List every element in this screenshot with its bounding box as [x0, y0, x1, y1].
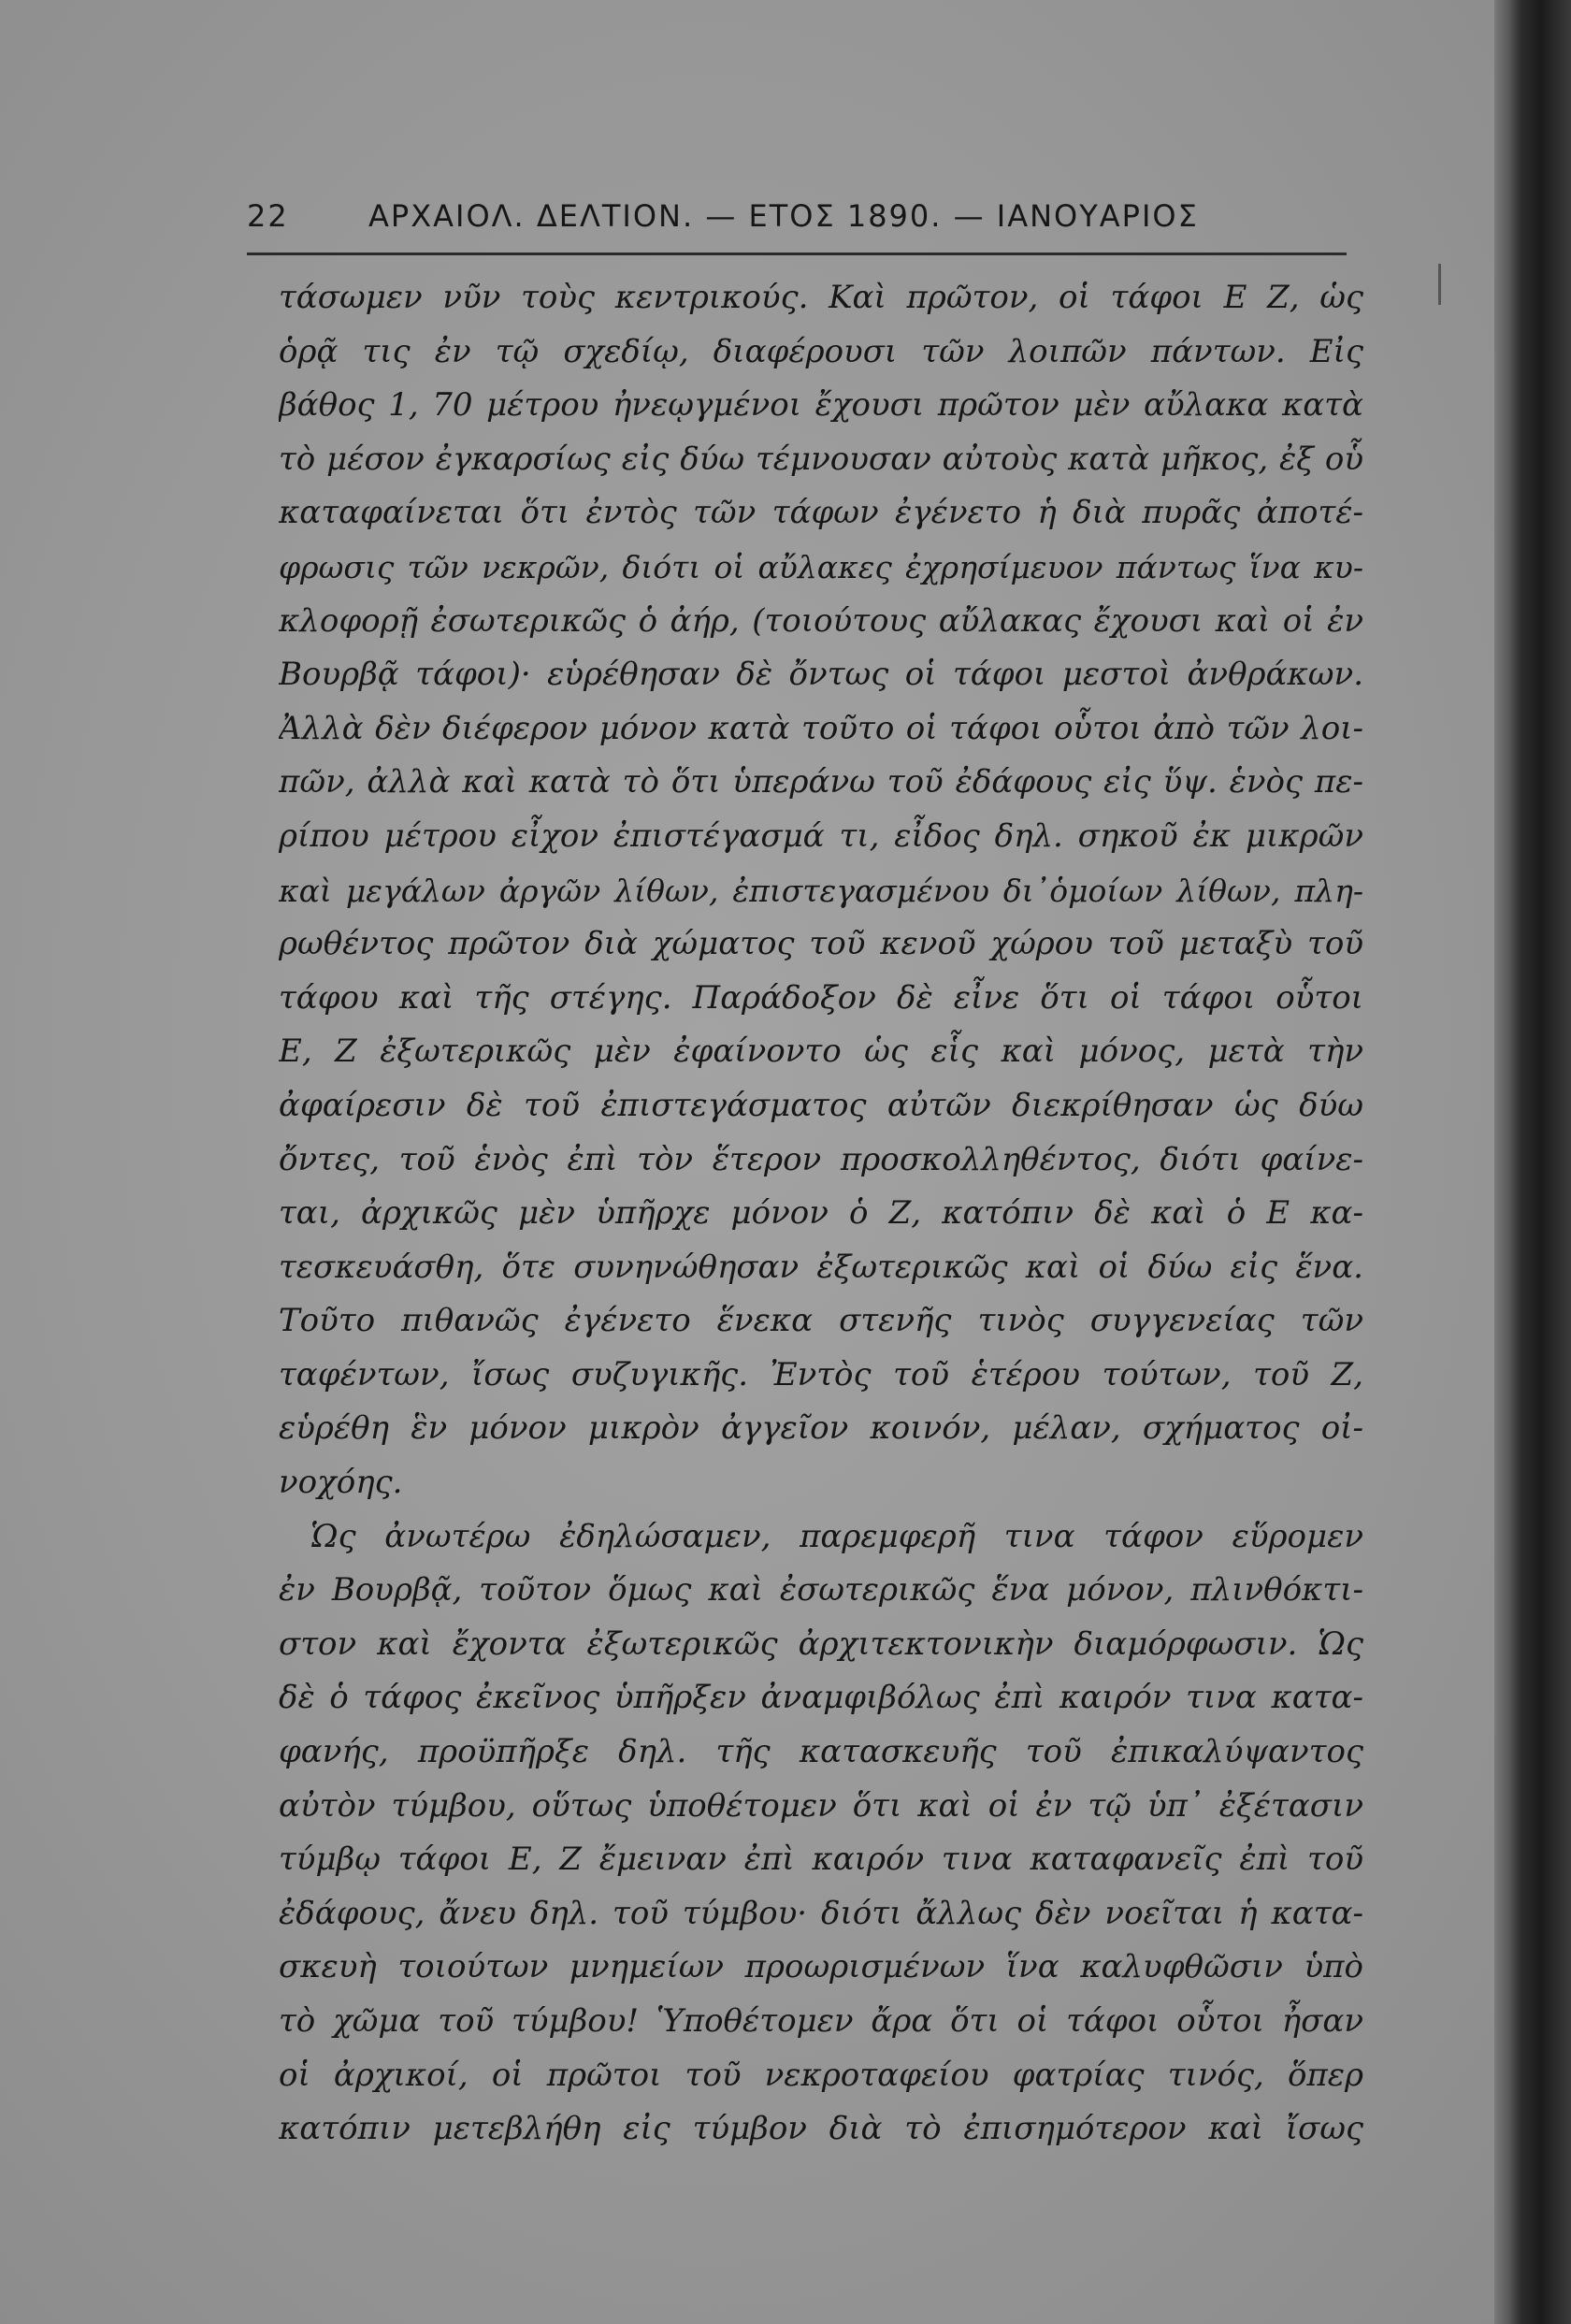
running-title: ΑΡΧΑΙΟΛ. ΔΕΛΤΙΟΝ. — ΕΤΟΣ 1890. — ΙΑΝΟΥΑΡΙΟΣ	[368, 198, 1199, 234]
text-line: αὐτὸν τύμβου, οὕτως ὑποθέτομεν ὅτι καὶ οἱ ἐν τῷ ὑπ᾽ ἐξέτασιν	[279, 1786, 1363, 1825]
body-text	[279, 271, 1363, 2157]
page-header	[247, 198, 1369, 243]
book-spine-shadow	[1494, 0, 1571, 2324]
text-line: ται, ἀρχικῶς μὲν ὑπῆρχε μόνον ὁ Ζ, κατόπιν δὲ καὶ ὁ Ε κα-	[279, 1194, 1363, 1233]
text-line: καταφαίνεται ὅτι ἐντὸς τῶν τάφων ἐγένετο ἡ διὰ πυρᾶς ἀποτέ-	[279, 494, 1363, 532]
text-line: ρίπου μέτρου εἶχον ἐπιστέγασμά τι, εἶδος δηλ. σηκοῦ ἐκ μικρῶν	[279, 816, 1363, 855]
text-line: δὲ ὁ τάφος ἐκεῖνος ὑπῆρξεν ἀναμφιβόλως ἐπὶ καιρόν τινα κατα-	[279, 1679, 1363, 1717]
text-line: κλοφορῇ ἐσωτερικῶς ὁ ἀήρ, (τοιούτους αὔλακας ἔχουσι καὶ οἱ ἐν	[279, 601, 1363, 640]
text-line: καὶ μεγάλων ἀργῶν λίθων, ἐπιστεγασμένου δι᾽ὁμοίων λίθων, πλη-	[279, 872, 1363, 909]
text-line: φρωσις τῶν νεκρῶν, διότι οἱ αὔλακες ἐχρησίμευον πάντως ἵνα κυ-	[279, 548, 1363, 585]
text-line: τάφου καὶ τῆς στέγης. Παράδοξον δὲ εἶνε ὅτι οἱ τάφοι οὗτοι	[279, 978, 1363, 1017]
text-line: σκευὴ τοιούτων μνημείων προωρισμένων ἵνα καλυφθῶσιν ὑπὸ	[279, 1948, 1363, 1986]
text-line: τὸ χῶμα τοῦ τύμβου! Ὑποθέτομεν ἄρα ὅτι οἱ τάφοι οὗτοι ἦσαν	[279, 2002, 1363, 2040]
text-line: Ὡς ἀνωτέρω ἐδηλώσαμεν, παρεμφερῆ τινα τάφον εὕρομεν	[310, 1517, 1363, 1555]
text-line: τάσωμεν νῦν τοὺς κεντρικούς. Καὶ πρῶτον, οἱ τάφοι Ε Ζ, ὡς	[279, 279, 1363, 316]
text-line: Ε, Ζ ἐξωτερικῶς μὲν ἐφαίνοντο ὡς εἷς καὶ μόνος, μετὰ τὴν	[279, 1032, 1363, 1071]
text-line: φανής, προϋπῆρξε δηλ. τῆς κατασκευῆς τοῦ ἐπικαλύψαντος	[279, 1733, 1363, 1771]
text-line: τὸ μέσον ἐγκαρσίως εἰς δύω τέμνουσαν αὐτοὺς κατὰ μῆκος, ἐξ οὗ	[279, 440, 1363, 478]
text-line: ταφέντων, ἴσως συζυγικῆς. Ἐντὸς τοῦ ἑτέρου τούτων, τοῦ Ζ,	[279, 1355, 1363, 1393]
text-line: Τοῦτο πιθανῶς ἐγένετο ἕνεκα στενῆς τινὸς συγγενείας τῶν	[279, 1302, 1363, 1340]
text-line: ὄντες, τοῦ ἑνὸς ἐπὶ τὸν ἕτερον προσκολληθέντος, διότι φαίνε-	[279, 1140, 1363, 1178]
text-line: ἀφαίρεσιν δὲ τοῦ ἐπιστεγάσματος αὐτῶν διεκρίθησαν ὡς δύω	[279, 1086, 1363, 1124]
text-line: πῶν, ἀλλὰ καὶ κατὰ τὸ ὅτι ὑπεράνω τοῦ ἐδάφους εἰς ὕψ. ἑνὸς πε-	[279, 763, 1363, 801]
text-line: εὑρέθη ἓν μόνον μικρὸν ἀγγεῖον κοινόν, μέλαν, σχήματος οἰ-	[279, 1409, 1363, 1448]
text-line: κατόπιν μετεβλήθη εἰς τύμβον διὰ τὸ ἐπισημότερον καὶ ἴσως	[279, 2110, 1363, 2148]
text-line: στον καὶ ἔχοντα ἐξωτερικῶς ἀρχιτεκτονικὴν διαμόρφωσιν. Ὡς	[279, 1624, 1363, 1663]
page-edge-mark	[1438, 264, 1441, 305]
text-line: ἐν Βουρβᾷ, τοῦτον ὅμως καὶ ἐσωτερικῶς ἕνα μόνον, πλινθόκτι-	[279, 1571, 1363, 1609]
text-line: Ἀλλὰ δὲν διέφερον μόνον κατὰ τοῦτο οἱ τάφοι οὗτοι ἀπὸ τῶν λοι-	[279, 709, 1363, 747]
text-line: ρωθέντος πρῶτον διὰ χώματος τοῦ κενοῦ χώρου τοῦ μεταξὺ τοῦ	[279, 925, 1363, 963]
text-line: ἐδάφους, ἄνευ δηλ. τοῦ τύμβου· διότι ἄλλως δὲν νοεῖται ἡ κατα-	[279, 1894, 1363, 1932]
header-rule	[247, 253, 1347, 255]
text-line: τύμβῳ τάφοι Ε, Ζ ἔμειναν ἐπὶ καιρόν τινα καταφανεῖς ἐπὶ τοῦ	[279, 1840, 1363, 1879]
text-line: τεσκευάσθη, ὅτε συνηνώθησαν ἐξωτερικῶς καὶ οἱ δύω εἰς ἕνα.	[279, 1248, 1363, 1286]
page-number: 22	[247, 198, 289, 234]
text-line: Βουρβᾷ τάφοι)· εὑρέθησαν δὲ ὄντως οἱ τάφοι μεστοὶ ἀνθράκων.	[279, 656, 1363, 694]
text-line: βάθος 1, 70 μέτρου ἠνεῳγμένοι ἔχουσι πρῶτον μὲν αὔλακα κατὰ	[279, 386, 1363, 425]
text-line: νοχόης.	[279, 1464, 403, 1502]
text-line: οἱ ἀρχικοί, οἱ πρῶτοι τοῦ νεκροταφείου φατρίας τινός, ὅπερ	[279, 2056, 1363, 2094]
text-line: ὁρᾷ τις ἐν τῷ σχεδίῳ, διαφέρουσι τῶν λοιπῶν πάντων. Εἰς	[279, 332, 1363, 370]
